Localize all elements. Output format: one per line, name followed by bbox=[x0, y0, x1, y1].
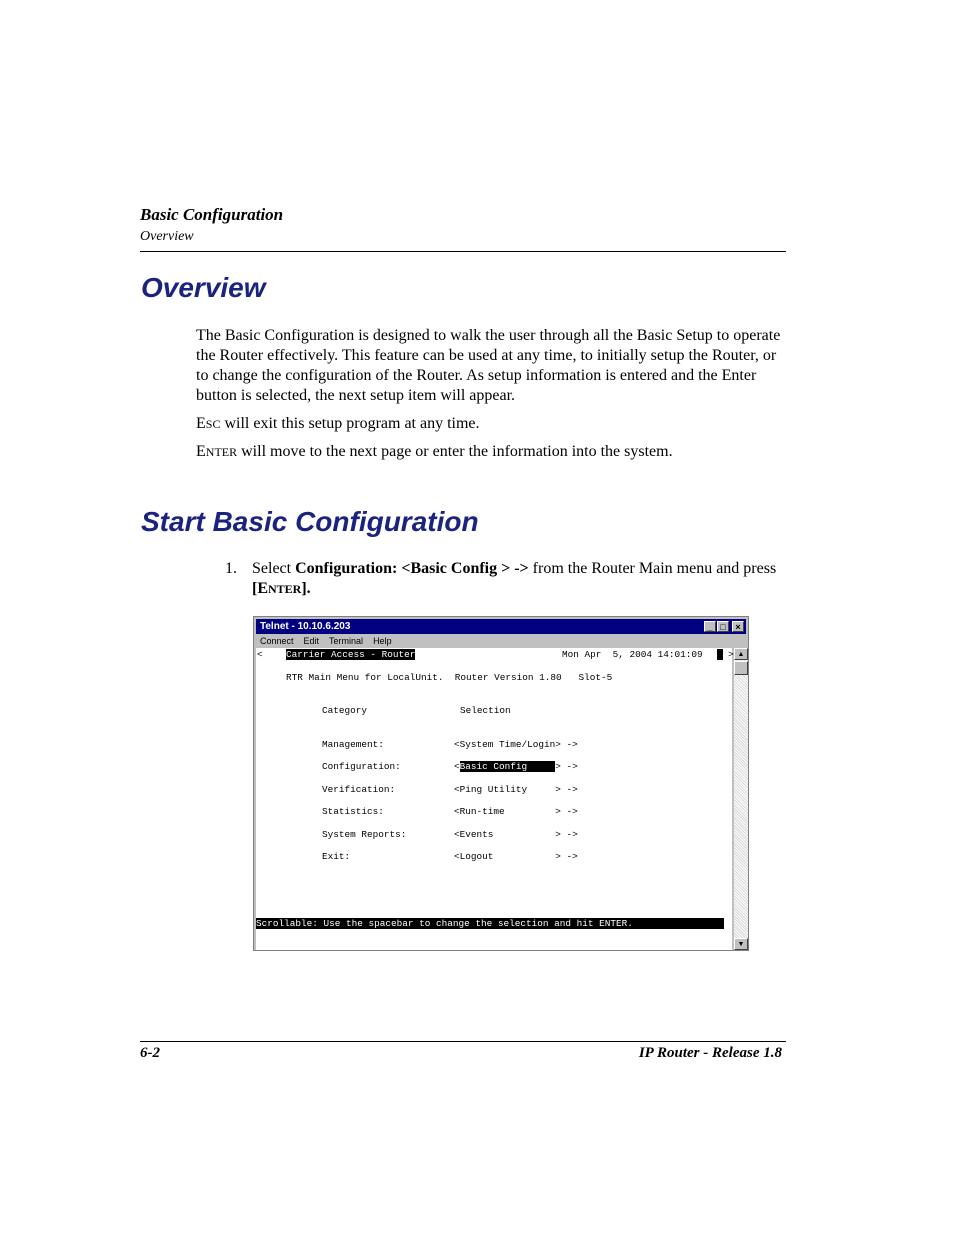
terminal-app-name: Carrier Access - Router bbox=[286, 649, 416, 660]
enter-key-rest: NTER bbox=[205, 445, 238, 459]
col-selection: Selection bbox=[460, 705, 511, 716]
terminal-screen[interactable] bbox=[256, 648, 732, 950]
col-category: Category bbox=[322, 705, 368, 716]
terminal-cursor bbox=[717, 649, 723, 660]
step-menu-path: Configuration: <Basic Config > -> bbox=[295, 560, 529, 577]
document-title: IP Router - Release 1.8 bbox=[638, 1045, 782, 1061]
esc-line bbox=[196, 414, 782, 434]
scroll-up-icon[interactable]: ▲ bbox=[734, 648, 748, 660]
header-rule bbox=[140, 251, 786, 252]
terminal-menu-line: RTR Main Menu for LocalUnit. Router Version 1.80 Slot-5 bbox=[286, 672, 613, 683]
row-value[interactable]: <Run-time > -> bbox=[454, 806, 578, 817]
row-value[interactable]: <Events > -> bbox=[454, 829, 578, 840]
esc-text: will exit this setup program at any time. bbox=[220, 415, 480, 432]
step-select: Select bbox=[252, 560, 296, 577]
terminal-header-left: < bbox=[257, 649, 263, 660]
menu-help[interactable]: Help bbox=[373, 636, 392, 646]
start-heading: Start Basic Configuration bbox=[141, 506, 479, 537]
step-key-close: ]. bbox=[301, 580, 311, 597]
row-label: Statistics: bbox=[322, 806, 384, 817]
telnet-menubar bbox=[256, 635, 746, 648]
terminal-status-line: Scrollable: Use the spacebar to change the selection and hit ENTER. bbox=[256, 918, 724, 929]
footer-rule bbox=[140, 1041, 786, 1042]
row-value[interactable]: <Ping Utility > -> bbox=[454, 784, 578, 795]
step-after: from the Router Main menu and press bbox=[528, 560, 777, 577]
enter-text: will move to the next page or enter the information into the system. bbox=[237, 443, 673, 460]
row-label: System Reports: bbox=[322, 829, 407, 840]
step-key-small: NTER bbox=[268, 582, 302, 596]
menu-terminal[interactable]: Terminal bbox=[329, 636, 364, 646]
close-icon[interactable]: × bbox=[732, 621, 744, 632]
telnet-window bbox=[253, 616, 749, 951]
terminal-header-right: > bbox=[728, 649, 734, 660]
overview-paragraph: The Basic Configuration is designed to walk the user through all the Basic Setup to operate the Router effectively. This feature can be used at any time, to initially setup the Router, or to change the configuration of the Router. As setup information is entered and the Enter button is selected, the next setup item will appear. bbox=[196, 327, 781, 404]
maximize-icon[interactable]: □ bbox=[717, 621, 729, 632]
telnet-titlebar bbox=[256, 619, 746, 634]
enter-key-first: E bbox=[196, 443, 206, 460]
row-label: Configuration: bbox=[322, 761, 401, 772]
esc-key-first: E bbox=[196, 415, 206, 432]
terminal-datetime: Mon Apr 5, 2004 14:01:09 bbox=[562, 649, 703, 660]
row-value[interactable]: <System Time/Login> -> bbox=[454, 739, 578, 750]
section-subtitle: Overview bbox=[140, 229, 194, 244]
page-number: 6-2 bbox=[140, 1045, 160, 1061]
selected-option[interactable]: Basic Config bbox=[459, 761, 556, 772]
step-text bbox=[252, 559, 782, 599]
esc-key-rest: SC bbox=[205, 417, 221, 431]
row-label: Management: bbox=[322, 739, 384, 750]
telnet-title: Telnet - 10.10.6.203 bbox=[260, 621, 351, 632]
minimize-icon[interactable]: _ bbox=[704, 621, 716, 632]
chapter-title: Basic Configuration bbox=[140, 205, 284, 224]
row-label: Verification: bbox=[322, 784, 396, 795]
menu-connect[interactable]: Connect bbox=[260, 636, 294, 646]
overview-heading: Overview bbox=[141, 272, 266, 303]
step-key-open: [E bbox=[252, 580, 268, 597]
scroll-thumb[interactable] bbox=[734, 661, 748, 675]
step-number: 1. bbox=[225, 560, 237, 577]
row-value-selected[interactable]: <Basic Config > -> bbox=[454, 761, 578, 772]
row-label: Exit: bbox=[322, 851, 351, 862]
enter-line bbox=[196, 442, 782, 462]
scroll-down-icon[interactable]: ▼ bbox=[734, 938, 748, 950]
row-value[interactable]: <Logout > -> bbox=[454, 851, 578, 862]
menu-edit[interactable]: Edit bbox=[303, 636, 320, 646]
vertical-scrollbar[interactable] bbox=[734, 648, 748, 950]
